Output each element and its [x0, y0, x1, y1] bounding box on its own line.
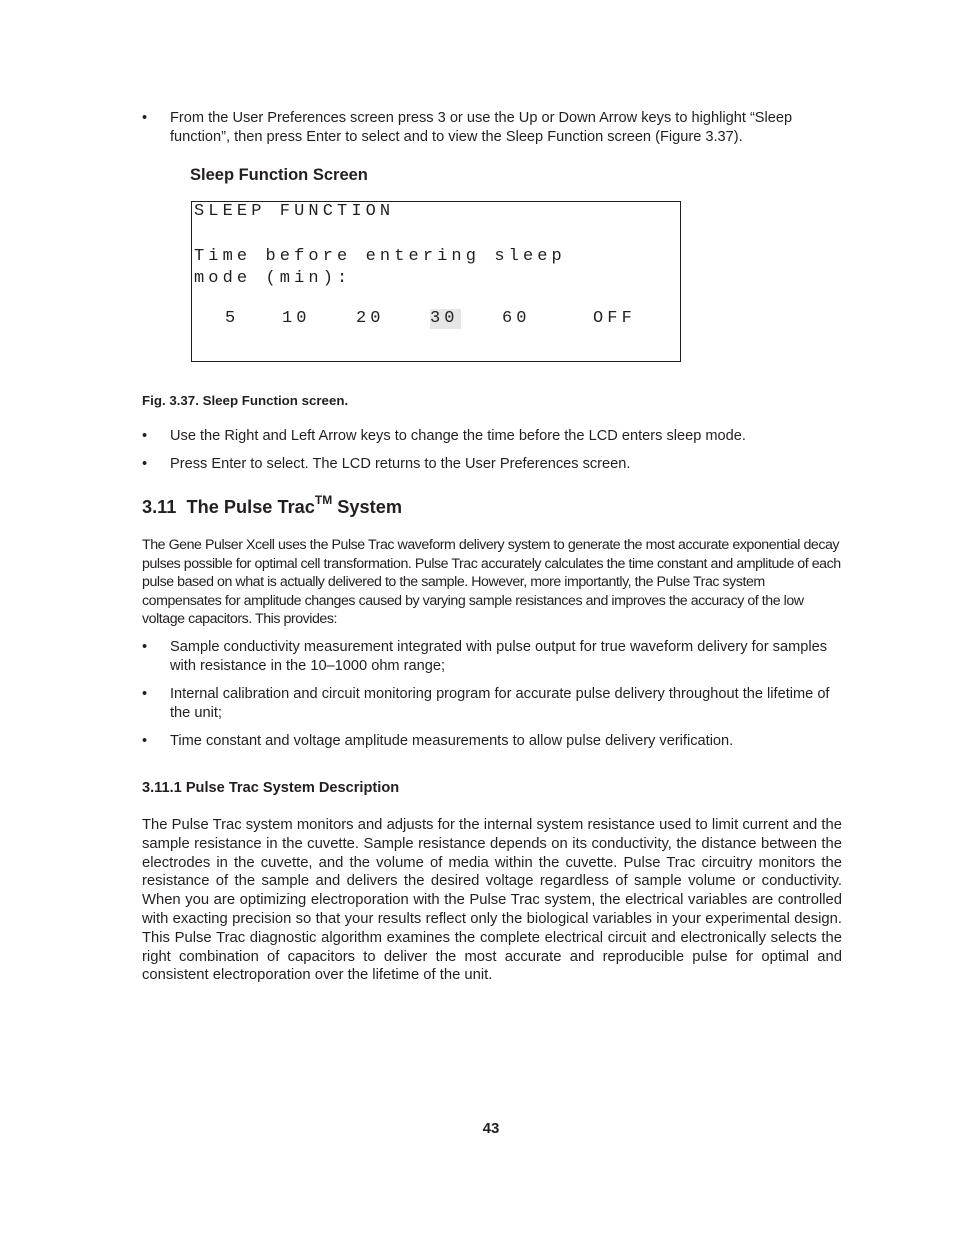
bullet-marker: • [142, 686, 148, 702]
bullet-item [142, 732, 842, 751]
subsection-title: 3.11.1 Pulse Trac System Description [142, 780, 400, 796]
bullet-item [142, 455, 842, 474]
lcd-title: SLEEP FUNCTION [194, 202, 395, 221]
lcd-screen [191, 201, 681, 362]
bullet-marker: • [142, 733, 148, 749]
bullet-marker: • [142, 428, 148, 444]
description-paragraph: The Pulse Trac system monitors and adjusts for the internal system resistance used to limit current and the sample resistance in the cuvette. Sample resistance depends on its conductivity, the distance between the electrodes in the cuvette, and the volume of media within the cuvette. Pulse Trac circuitry monitors the resistance of the sample and delivers the desired voltage regardless of sample volume or conductivity. When you are optimizing electroporation with the Pulse Trac system, the electrical variables are controlled with exacting precision so that your results reflect only the biological variables in your experimental design. This Pulse Trac diagnostic algorithm examines the complete electrical circuit and electronically selects the right combination of capacitors to deliver the most accurate and reproducible pulse for optimal and consistent electroporation over the lifetime of the unit. [142, 817, 842, 984]
lcd-option-selected: 30 [430, 309, 459, 328]
screen-heading: Sleep Function Screen [190, 166, 368, 184]
lcd-option: 60 [502, 309, 531, 328]
trademark-symbol: TM [314, 493, 333, 507]
lcd-line-2: mode (min): [194, 269, 352, 288]
bullet-item [142, 638, 842, 676]
section-number: 3.11 [142, 497, 177, 518]
lcd-option: 5 [225, 309, 240, 328]
bullet-text: Use the Right and Left Arrow keys to change the time before the LCD enters sleep mode. [170, 428, 746, 444]
bullet-item [142, 109, 842, 147]
bullet-text: Sample conductivity measurement integrated with pulse output for true waveform delivery for samples with resistance in the 10–1000 ohm range; [170, 639, 828, 674]
bullet-text: Time constant and voltage amplitude measurements to allow pulse delivery verification. [170, 733, 734, 749]
section-title-suffix: System [337, 497, 403, 518]
bullet-item [142, 427, 842, 446]
page-number: 43 [482, 1120, 500, 1137]
lcd-option: 20 [356, 309, 385, 328]
lcd-option: 10 [282, 309, 311, 328]
bullet-item [142, 685, 842, 723]
bullet-text: Internal calibration and circuit monitoring program for accurate pulse delivery throughout the lifetime of the unit; [170, 686, 830, 721]
bullet-marker: • [142, 110, 148, 126]
lcd-option: OFF [593, 309, 636, 328]
section-title [142, 495, 402, 518]
bullet-text: From the User Preferences screen press 3 or use the Up or Down Arrow keys to highlight “Sleep function”, then press Enter to select and to view the Sleep Function screen (Figure 3.37). [170, 110, 793, 145]
bullet-text: Press Enter to select. The LCD returns to the User Preferences screen. [170, 456, 631, 472]
intro-paragraph: The Gene Pulser Xcell uses the Pulse Trac waveform delivery system to generate the most accurate exponential decay pulses possible for optimal cell transformation. Pulse Trac accurately calculates the time constant and amplitude of each pulse based on what is actually delivered to the sample. However, more importantly, the Pulse Trac system compensates for amplitude changes caused by varying sample resistances and improves the accuracy of the low voltage capacitors. This provides: [142, 537, 841, 628]
section-title-text: The Pulse Trac [186, 497, 315, 518]
lcd-line-1: Time before entering sleep [194, 247, 566, 266]
bullet-marker: • [142, 639, 148, 655]
bullet-marker: • [142, 456, 148, 472]
figure-caption: Fig. 3.37. Sleep Function screen. [142, 393, 349, 408]
